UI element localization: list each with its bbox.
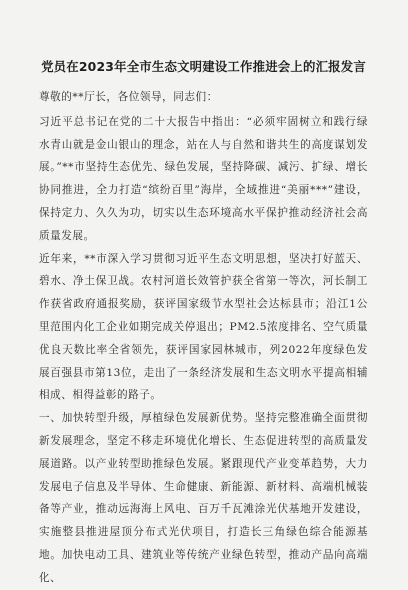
- document-title: 党员在2023年全市生态文明建设工作推进会上的汇报发言: [41, 59, 366, 74]
- paragraph-2: 近年来，**市深入学习贯彻习近平生态文明思想，坚决打好蓝天、碧水、净土保卫战。农村河道长效管护获全省第一等次，河长制工作获省政府通报奖励，获评国家级节水型社会达标县市；沿江1公里范围内化工企业如期完成关停退出；PM2.5浓度排名、空气质量优良天数比率全省领先，获评国家园林城市，列2022年度绿色发展百强县市第13位，走出了一条经济发展和生态文明水平提高相辅相成、相得益彰的路子。: [39, 252, 368, 402]
- paragraph-3: 一、加快转型升级，厚植绿色发展新优势。坚持完整准确全面贯彻新发展理念，坚定不移走环境优化增长、生态促进转型的高质量发展道路。以产业转型助推绿色发展。紧跟现代产业变革趋势，大力发展电子信息及半导体、生命健康、新能源、新材料、高端机械装备等产业，推动远海海上风电、百万千瓦滩涂光伏基地开发建设，实施整县推进屋顶分布式光伏项目，打造长三角绿色综合能源基地。加快电动工具、建筑业等传统产业绿色转型，推动产品向高端化、: [39, 412, 368, 584]
- salutation: 尊敬的**厅长，各位领导，同志们：: [39, 91, 218, 103]
- paragraph-1: 习近平总书记在党的二十大报告中指出：“必须牢固树立和践行绿水青山就是金山银山的理念，站在人与自然和谐共生的高度谋划发展。”**市坚持生态优先、绿色发展，坚持降碳、减污、扩绿、增长协同推进，全力打造“缤纷百里”海岸，全域推进“美丽***”建设，保持定力、久久为功，切实以生态环境高水平保护推动经济社会高质量发展。: [39, 115, 368, 242]
